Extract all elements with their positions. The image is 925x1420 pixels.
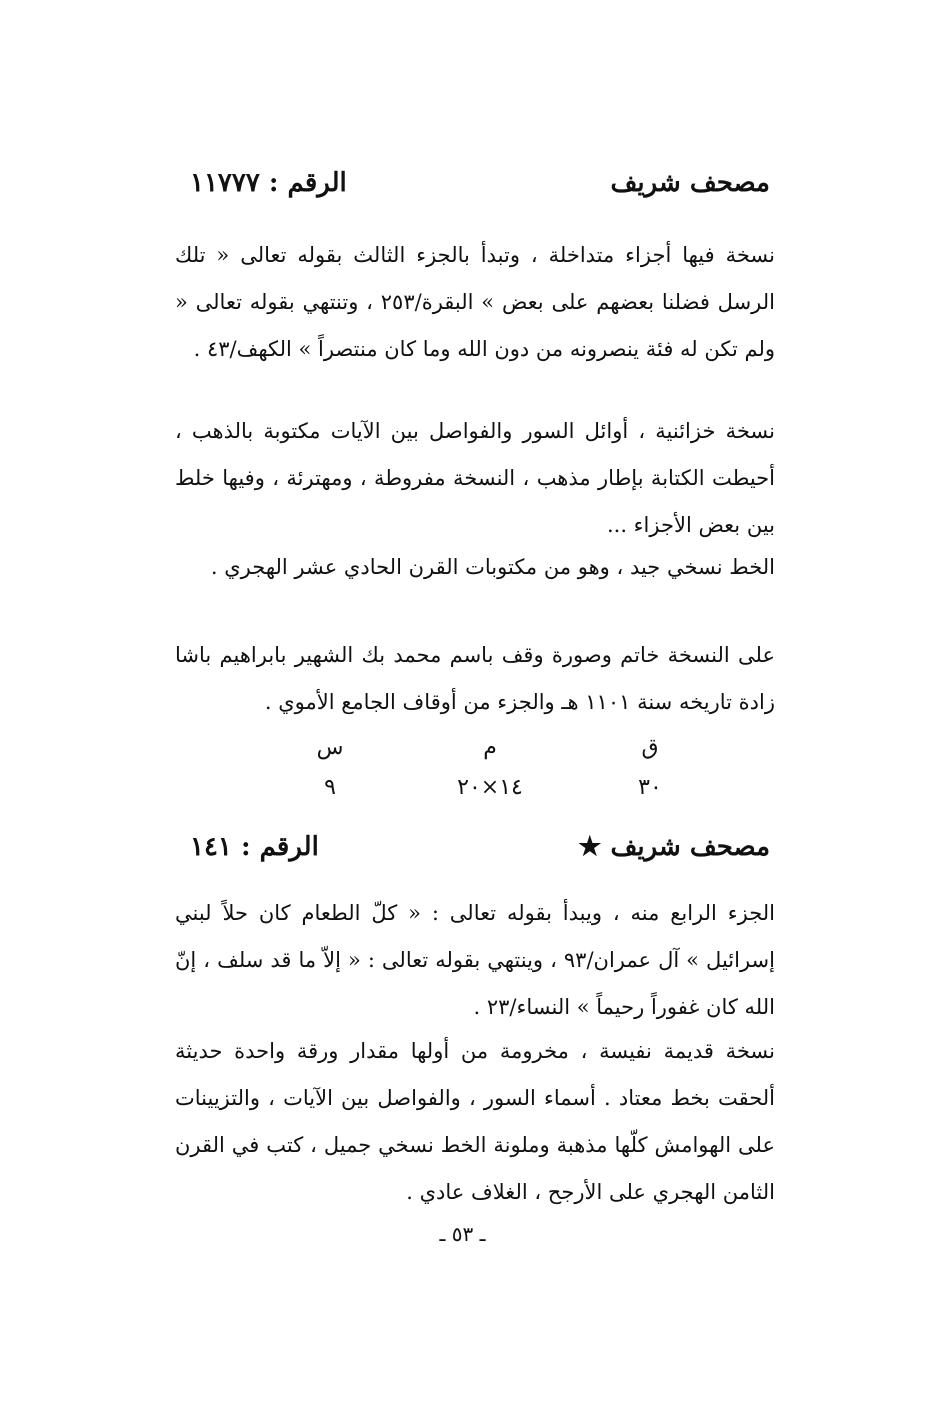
paragraph: الجزء الرابع منه ، ويبدأ بقوله تعالى : « كلّ الطعام كان حلاً لبني إسرائيل » آل عمران/٩٣ ، وينتهي بقوله تعالى : « إلاّ ما قد سلف ، إنّ الله كان غفوراً رحيماً » النساء/٢٣ . [175,901,775,1019]
entry-number: الرقم : ١١٧٧٧ [190,168,347,198]
measurement-value: ١٤×٢٠ [457,775,523,800]
measurement-header: ق [641,735,659,760]
paragraph: نسخة خزائنية ، أوائل السور والفواصل بين الآيات مكتوبة بالذهب ، أحيطت الكتابة بإطار مذهب ، النسخة مفروطة ، ومهترئة ، وفيها خلط بين بعض الأجزاء ... [175,419,775,537]
paragraph: نسخة قديمة نفيسة ، مخرومة من أولها مقدار ورقة واحدة حديثة ألحقت بخط معتاد . أسماء السور ، والفواصل بين الآيات ، والتزيينات على الهوامش كلّها مذهبة وملونة الخط نسخي جميل ، كتب في القرن الثامن الهجري على الأرجح ، الغلاف عادي . [175,1039,775,1204]
entry-header [190,168,770,198]
paragraph: الخط نسخي جيد ، وهو من مكتوبات القرن الحادي عشر الهجري . [210,555,775,579]
entry-number: الرقم : ١٤١ [190,832,319,862]
measurements-table [250,728,730,808]
paragraph: على النسخة خاتم وصورة وقف باسم محمد بك الشهير بابراهيم باشا زادة تاريخه سنة ١١٠١ هـ والجزء من أوقاف الجامع الأموي . [175,643,775,714]
measurement-value: ٣٠ [638,775,662,800]
measurement-header: م [483,735,497,760]
measurement-value: ٩ [324,775,336,800]
entry-title: مصحف شريف [610,168,770,198]
page-number: ـ ٥٣ ـ [439,1222,486,1246]
entry-header [190,832,770,862]
paragraph: نسخة فيها أجزاء متداخلة ، وتبدأ بالجزء الثالث بقوله تعالى « تلك الرسل فضلنا بعضهم على بعض » البقرة/٢٥٣ ، وتنتهي بقوله تعالى « ولم تكن له فئة ينصرونه من دون الله وما كان منتصراً » الكهف/٤٣ . [175,243,775,361]
measurement-header: س [316,735,344,760]
entry-title: مصحف شريف ★ [578,832,770,862]
